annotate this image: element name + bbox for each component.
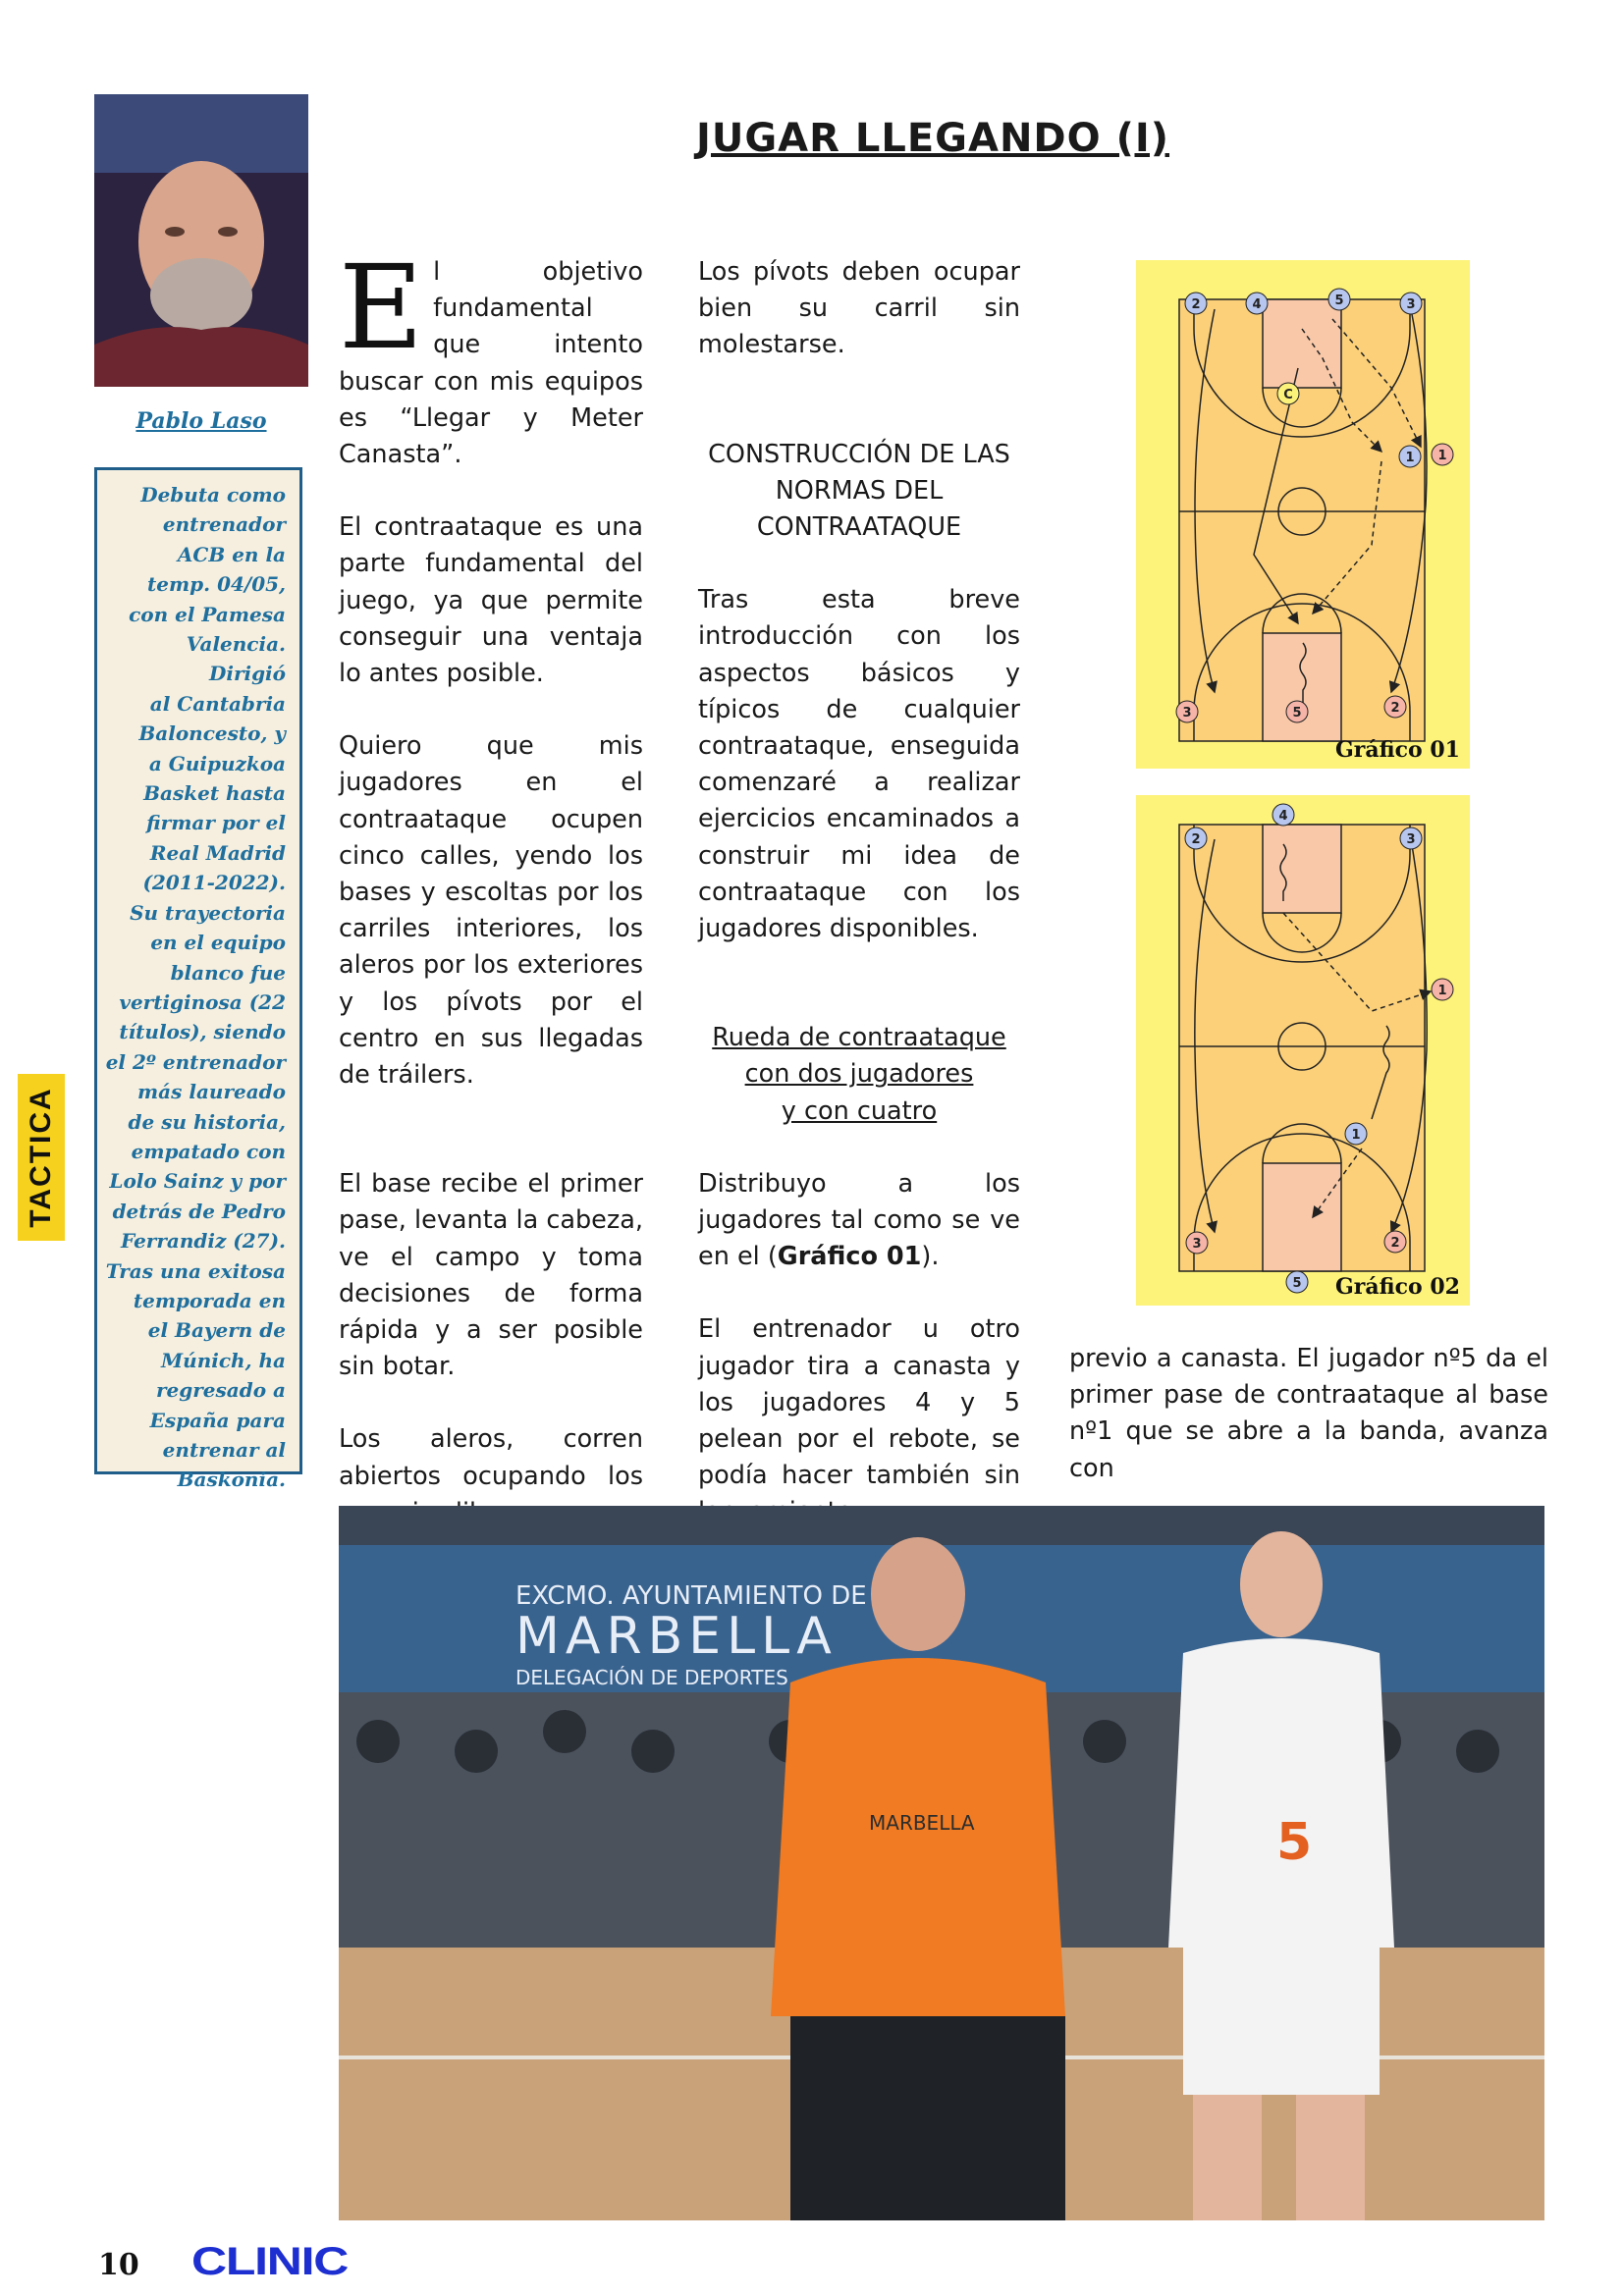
figure-reference: Gráfico 01 [777,1242,922,1272]
svg-text:C: C [1283,388,1293,402]
magazine-logo: CLINIC [191,2240,349,2283]
author-bio-box [94,467,302,1492]
paragraph: El entrenador u otro jugador tira a canasta y los jugadores 4 y 5 pelean por el rebote, se podía hacer también sin [698,1314,1020,1491]
svg-text:5: 5 [1334,294,1344,308]
svg-text:2: 2 [1191,297,1201,312]
svg-text:2: 2 [1390,1236,1400,1251]
svg-text:1: 1 [1437,984,1447,998]
author-photo [94,94,308,387]
subheading: Rueda de contraataque [712,1023,1006,1053]
svg-text:4: 4 [1278,809,1288,824]
svg-text:1: 1 [1351,1128,1361,1143]
svg-text:3: 3 [1192,1237,1202,1252]
paragraph: Tras esta breve introducción con los aspectos básicos y típicos de cualquier contraataque, enseguida comenzaré a realizar ejercicios encaminados a construir mi idea de contraataque con los jugadores disponibles. [698,585,1020,944]
section-tab [18,1074,65,1241]
svg-text:3: 3 [1406,297,1416,312]
drop-cap: E [339,240,424,375]
banner-subtitle: DELEGACIÓN DE DEPORTES [515,1666,788,1689]
text-column-3 [1069,1341,1548,1487]
diagram-grafico-02 [1136,795,1470,1306]
paragraph: Los aleros, corren abiertos ocupando los [339,1424,643,1491]
paragraph: Quiero que mis jugadores en el contraataque ocupen cinco calles, yendo los bases y escoltas por los carriles interiores, los aleros por los exteriores y los pívots por el centro en sus llegadas de tráilers. [339,731,643,1091]
section-heading: CONSTRUCCIÓN DE LAS NORMAS DEL CONTRAATAQUE [708,439,1010,543]
svg-text:1: 1 [1405,451,1415,465]
paragraph: El base recibe el primer pase, levanta la cabeza, ve el campo y toma decisiones de forma rápida y a ser posible sin botar. [339,1169,643,1382]
svg-text:5: 5 [1292,706,1302,721]
banner-text: EXCMO. AYUNTAMIENTO DE [515,1581,867,1611]
shirt-text: MARBELLA [869,1811,975,1835]
svg-text:3: 3 [1406,832,1416,847]
author-name: Pablo Laso [135,408,267,434]
paragraph: El contraataque es una parte fundamental del juego, ya que permite conseguir una ventaja lo antes posible. [339,512,643,689]
author-bio: Debuta como entrenador ACB en la temp. 04/05, con el Pamesa Valencia. Dirigió al Cantabria Baloncesto, y a Guipuzkoa Basket hasta firmar por el Real Madrid (2011-2022). Su trayectoria en el equipo blanco fue vertiginosa (22 títulos), siendo el 2º entrenador más laureado de su historia, empatado con Lolo Sainz y por detrás de Pedro Ferrandiz (27). Tras una exitosa temporada en el Bayern de Múnich, ha regresado a España para entrenar al Baskonia. [105,483,286,1492]
subheading: y con cuatro [781,1095,938,1126]
svg-text:2: 2 [1390,701,1400,716]
subheading: con dos jugadores [744,1059,974,1090]
paragraph: previo a canasta. El jugador nº5 da el primer pase de contraataque al base nº1 que se abre a la banda, avanza con [1069,1344,1548,1483]
page-title: JUGAR LLEGANDO (I) [695,116,1170,161]
diagram-grafico-01 [1136,260,1470,769]
jersey-number: 5 [1276,1813,1313,1872]
section-tab-label: TACTICA [25,1087,57,1228]
paragraph: Los pívots deben ocupar bien su carril sin molestarse. [698,257,1020,360]
text-column-2 [698,254,1020,1531]
diagram-caption: Gráfico 01 [1335,737,1460,763]
svg-text:2: 2 [1191,832,1201,847]
svg-text:4: 4 [1252,297,1262,312]
banner-title: MARBELLA [515,1607,838,1666]
text-run: Distribuyo a los jugadores tal como se ve en el ( [698,1168,1020,1272]
diagram-caption: Gráfico 02 [1335,1274,1460,1300]
text-run: ). [921,1242,940,1272]
svg-text:5: 5 [1292,1276,1302,1291]
page-number: 10 [98,2248,139,2282]
paragraph [698,1166,1020,1276]
paragraph: l objetivo fundamental que intento buscar con mis equipos es “Llegar y Meter Canasta”. [339,257,643,470]
svg-text:3: 3 [1182,706,1192,721]
event-photo [339,1506,1544,2220]
text-column-1 [339,240,643,1531]
svg-text:1: 1 [1437,449,1447,463]
